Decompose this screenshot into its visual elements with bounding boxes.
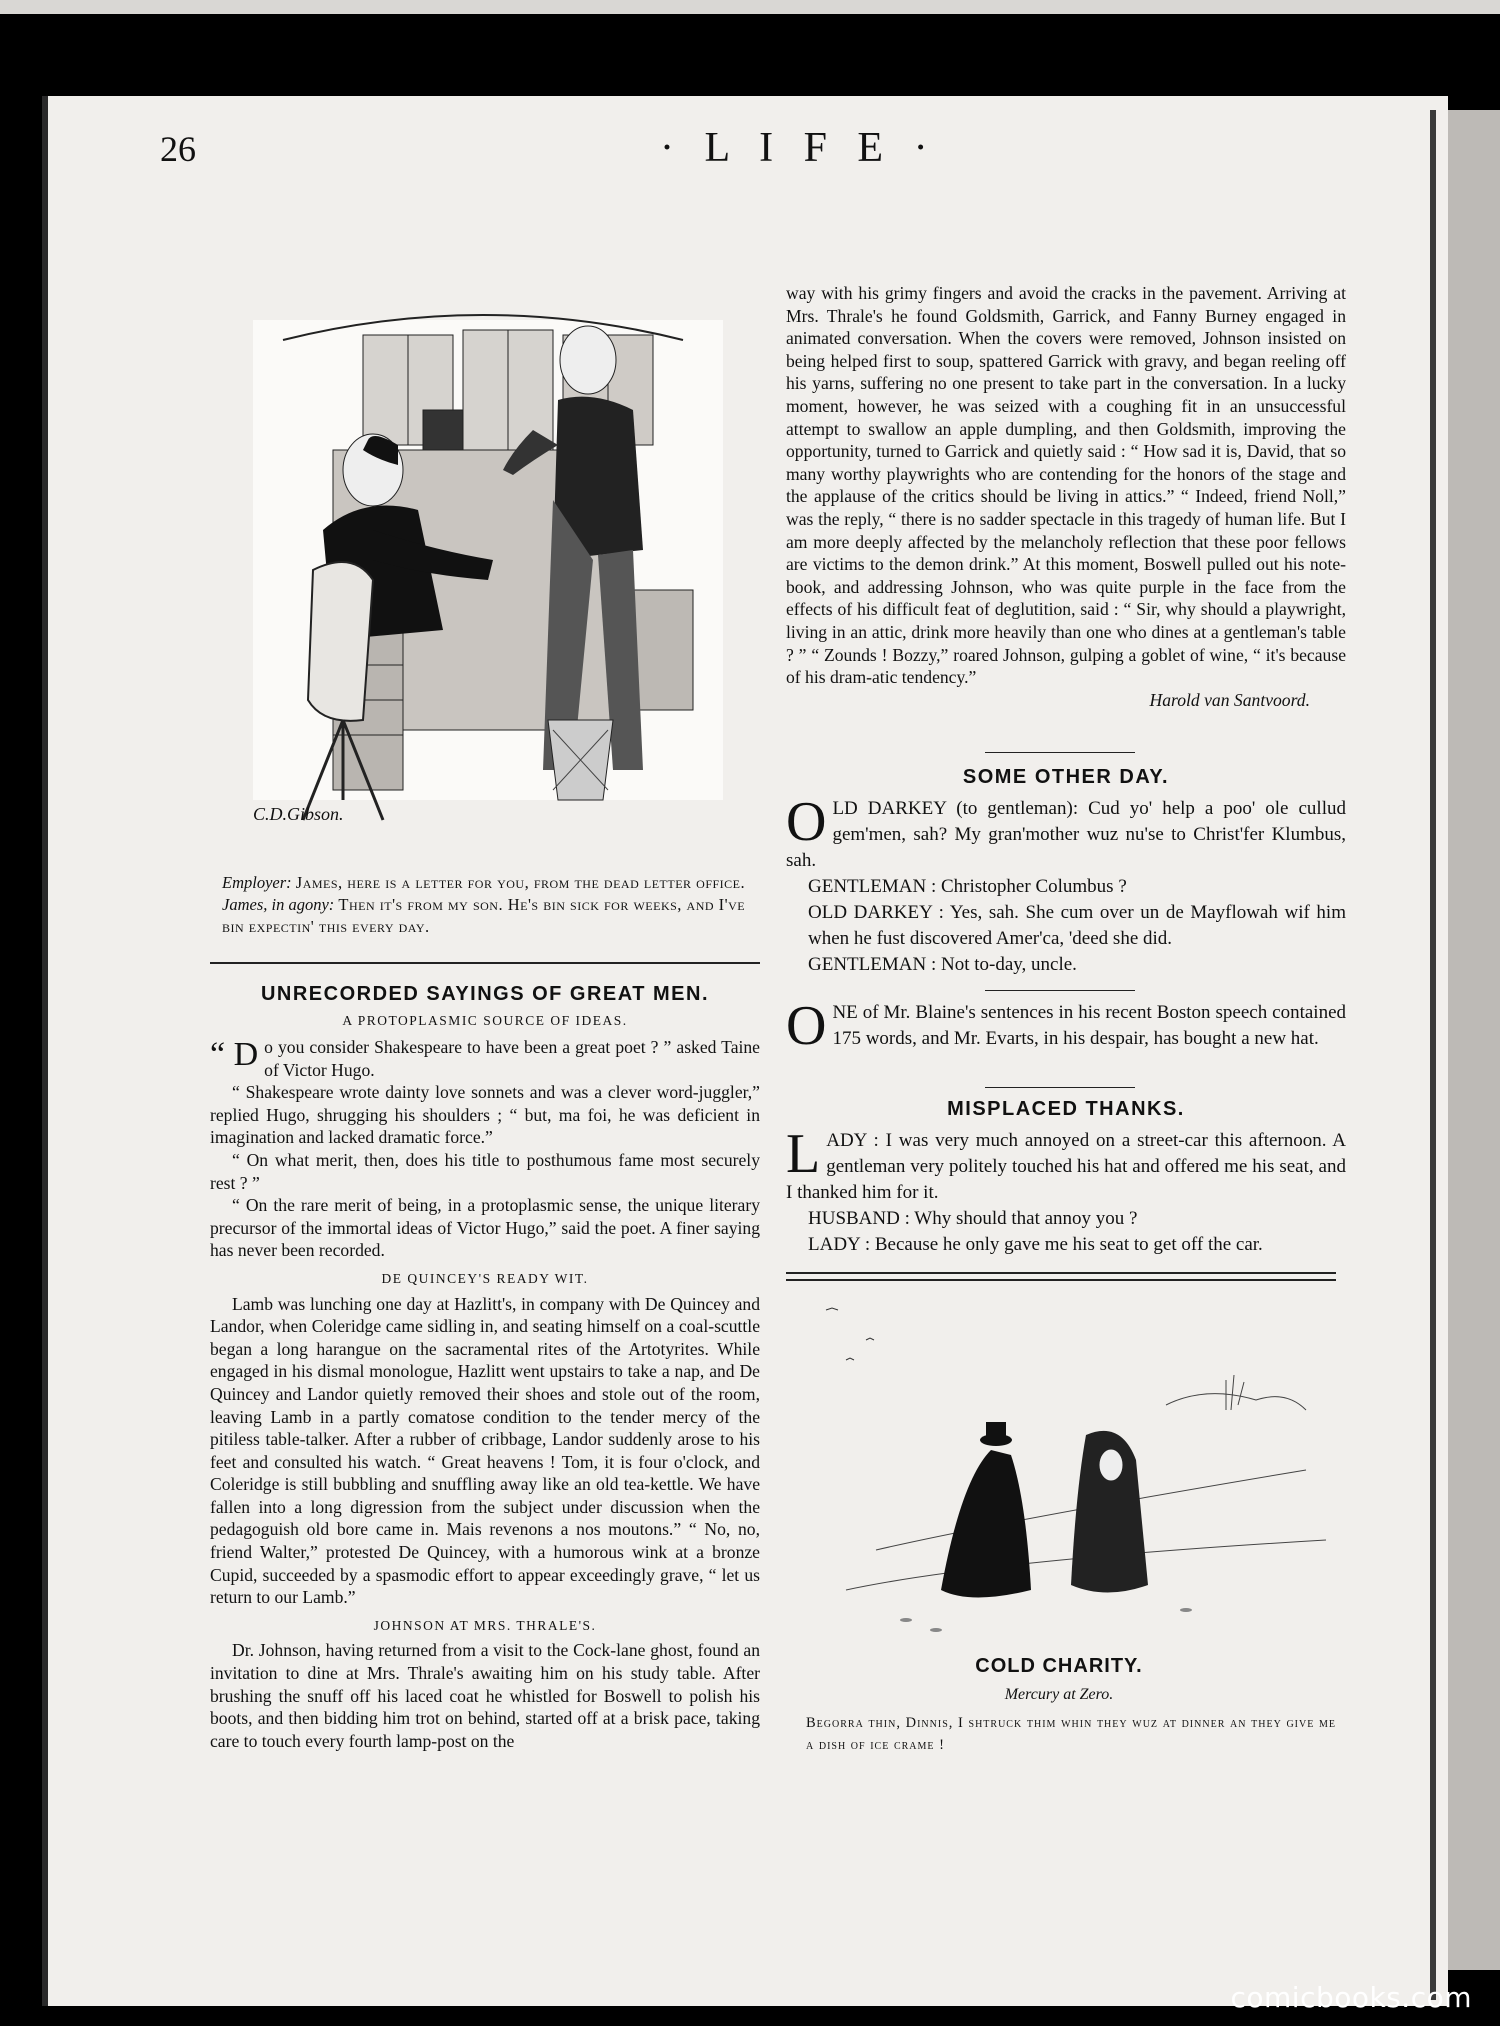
cartoon-caption: Begorra thin, Dinnis, I shtruck thim whin they wuz at dinner an they give me a dish of ice crame ! bbox=[806, 1715, 1336, 1753]
article-title: MISPLACED THANKS. bbox=[947, 1098, 1185, 1120]
dialogue-line: GENTLEMAN : Christopher Columbus ? bbox=[808, 876, 1127, 897]
divider bbox=[985, 1087, 1135, 1088]
divider bbox=[985, 990, 1135, 991]
cartoon-title: COLD CHARITY. bbox=[975, 1655, 1143, 1677]
dialogue-line: OLD DARKEY : Yes, sah. She cum over un de Mayflowah wif him when he fust discovered Amer'ca, 'deed she did. bbox=[808, 902, 1346, 949]
dialogue-line: GENTLEMAN : Not to-day, uncle. bbox=[808, 954, 1077, 975]
article-title: UNRECORDED SAYINGS OF GREAT MEN. bbox=[260, 983, 710, 1005]
office-caption bbox=[222, 872, 757, 938]
divider bbox=[210, 962, 760, 964]
paragraph: Dr. Johnson, having returned from a visit to the Cock-lane ghost, found an invitation to dine at Mrs. Thrale's awaiting him on his study table. After brushing the snuff off his laced coat he whistled for Boswell to polish his boots, and then bidding him trot on behind, started off at a brisk pace, taking care to touch every fourth lamp-post on the bbox=[210, 1640, 760, 1751]
section-heading: JOHNSON AT MRS. THRALE'S. bbox=[373, 1617, 597, 1633]
dialogue-line: OLD DARKEY (to gentleman): Cud yo' help a poo' ole cullud gem'men, sah? My gran'mother wuz nu'se to Christ'fer Klumbus, sah. bbox=[786, 791, 1346, 871]
short-item bbox=[786, 995, 1346, 1057]
paragraph: way with his grimy fingers and avoid the cracks in the pavement. Arriving at Mrs. Thrale's he found Goldsmith, Garrick, and Fanny Burney engaged in animated conversation. When the covers were removed, Johnson insisted on being helped first to soup, spattered Garrick with gravy, and began reeling off his yarns, suffering no one present to take part in the conversation. In a lucky moment, however, he was seized with a coughing fit in an unsuccessful attempt to swallow an apple dumpling, and then Goldsmith, improving the opportunity, turned to Garrick and quietly said : “ How sad it is, David, that so many worthy playwrights who are contending for the honors of the stage and the applause of the critics should be living in attics.” “ Indeed, friend Noll,” was the reply, “ there is no sadder spectacle in this tragedy of human life. But I am more deeply affected by the melancholy reflection that these poor fellows are victims to the demon drink.” At this moment, Boswell pulled out his note-book, and addressing Johnson, who was quite purple in the face from the effects of his difficult feat of deglutition, said : “ Sir, why should a playwright, living in an attic, drink more heavily than one who dines at a gentleman's table ? ” “ Zounds ! Bozzy,” roared Johnson, gulping a goblet of wine, “ it's because of his dram-atic tendency.” bbox=[786, 283, 1346, 688]
section-heading: DE QUINCEY'S READY WIT. bbox=[381, 1270, 589, 1286]
next-page-edge bbox=[1448, 110, 1500, 1970]
illustrator-signature: C.D.Gibson. bbox=[253, 804, 344, 824]
dialogue-line: LADY : Because he only gave me his seat to get off the car. bbox=[808, 1234, 1263, 1255]
site-watermark: comicbooks.com bbox=[1230, 1981, 1472, 2014]
masthead-title: · L I F E · bbox=[660, 125, 938, 171]
paragraph: “ On the rare merit of being, in a protoplasmic sense, the unique literary precursor of the immortal ideas of Victor Hugo,” said the poet. A finer saying has never been recorded. bbox=[210, 1195, 760, 1261]
dialogue-block bbox=[786, 1123, 1346, 1258]
caption-line-james: Then it's from my son. He's bin sick for weeks, and I've bin expectin' this every day. bbox=[222, 895, 746, 936]
caption-line-employer: James, here is a letter for you, from the dead letter office. bbox=[295, 873, 746, 892]
author-signature: Harold van Santvoord. bbox=[1149, 689, 1310, 710]
article-column-right bbox=[786, 282, 1346, 711]
paragraph: “ D o you consider Shakespeare to have been a great poet ? ” asked Taine of Victor Hugo. bbox=[210, 1036, 760, 1080]
paragraph: Lamb was lunching one day at Hazlitt's, in company with De Quincey and Landor, when Coleridge came sidling in, and seating himself on a coal-scuttle began a long harangue on the sacramental rites of the Artotyrites. While engaged in his dismal monologue, Hazlitt went upstairs to take a nap, and De Quincey and Landor quietly removed their shoes and stole out of the room, leaving Lamb in a partly comatose condition to the tender mercy of the pitiless table-talker. After a rubber of cribbage, Landor suddenly arose to his feet and consulted his watch. “ Great heavens ! Tom, it is four o'clock, and Coleridge is still bubbling and snuffling away like an old tea-kettle. We have fallen into a long digression from the subject under discussion when the pedagoguish old bore came in. Mais revenons a nos moutons.” “ No, no, friend Walter,” protested De Quincey, with a humorous wink at a bronze Cupid, succeeded by a spasmodic effort to appear exceedingly grave, “ let us return to our Lamb.” bbox=[210, 1293, 760, 1608]
paragraph: “ Shakespeare wrote dainty love sonnets and was a clever word-juggler,” replied Hugo, shrugging his shoulders ; “ but, ma foi, he was deficient in imagination and lacked dramatic force.” bbox=[210, 1082, 760, 1148]
dialogue-block bbox=[786, 791, 1346, 978]
article-column-left bbox=[210, 1036, 760, 1752]
cartoon-subtitle: Mercury at Zero. bbox=[1004, 1686, 1114, 1703]
caption-speaker-employer: Employer: bbox=[222, 873, 292, 892]
section-heading: A PROTOPLASMIC SOURCE OF IDEAS. bbox=[342, 1013, 628, 1028]
office-illustration bbox=[213, 300, 758, 860]
article-title: SOME OTHER DAY. bbox=[962, 766, 1170, 788]
divider bbox=[985, 752, 1135, 753]
caption-speaker-james: James, in agony: bbox=[222, 895, 335, 914]
paragraph: “ On what merit, then, does his title to posthumous fame most securely rest ? ” bbox=[210, 1149, 760, 1193]
scan-top-edge bbox=[0, 0, 1500, 14]
winter-illustration bbox=[786, 1290, 1332, 1670]
page-gutter bbox=[1430, 110, 1436, 2000]
page-number: 26 bbox=[160, 129, 196, 169]
double-divider bbox=[786, 1272, 1336, 1281]
paragraph: ONE of Mr. Blaine's sentences in his recent Boston speech contained 175 words, and Mr. Evarts, in his despair, has bought a new hat. bbox=[786, 995, 1346, 1057]
dialogue-line: LADY : I was very much annoyed on a street-car this afternoon. A gentleman very politely touched his hat and offered me his seat, and I thanked him for it. bbox=[786, 1123, 1346, 1203]
dialogue-line: HUSBAND : Why should that annoy you ? bbox=[808, 1208, 1138, 1229]
